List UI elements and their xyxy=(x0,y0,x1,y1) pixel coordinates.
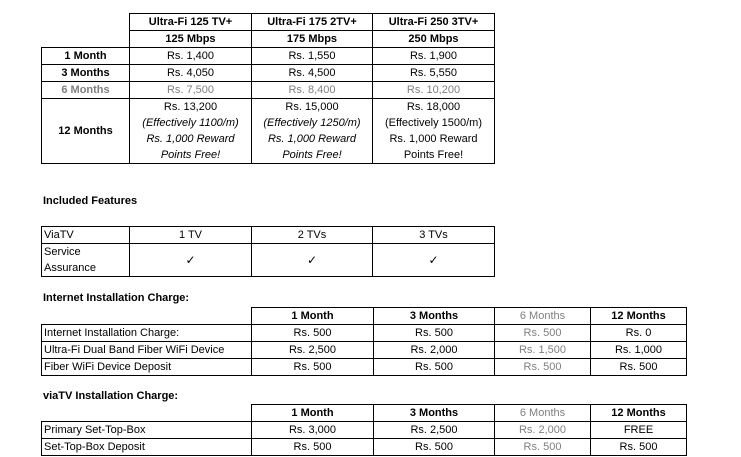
price-cell: Rs. 1,400 xyxy=(130,48,252,65)
effective-rate: (Effectively 1500/m) xyxy=(384,117,482,129)
charge-cell: Rs. 1,000 xyxy=(591,342,687,359)
charge-cell: Rs. 500 xyxy=(374,325,495,342)
price-cell: Rs. 1,550 xyxy=(252,48,373,65)
charge-cell: Rs. 500 xyxy=(495,359,591,376)
twelve-price: Rs. 13,200 xyxy=(163,101,218,113)
column-header: 1 Month xyxy=(252,405,374,422)
corner-cell xyxy=(42,14,130,31)
internet-charge-table xyxy=(41,307,687,376)
price-cell: Rs. 10,200 xyxy=(373,82,495,99)
checkmark-icon: ✓ xyxy=(252,244,373,277)
column-header: 3 Months xyxy=(374,405,495,422)
features-heading: Included Features xyxy=(43,195,138,207)
corner-cell xyxy=(42,405,252,422)
charge-cell: Rs. 500 xyxy=(252,325,374,342)
row-label: 6 Months xyxy=(42,82,130,99)
row-label: Internet Installation Charge: xyxy=(42,325,252,342)
charge-cell: Rs. 500 xyxy=(495,325,591,342)
table-row xyxy=(42,82,495,99)
feature-cell: 3 TVs xyxy=(373,227,495,244)
twelve-price: Rs. 15,000 xyxy=(285,101,339,113)
table-row xyxy=(42,48,495,65)
checkmark-icon: ✓ xyxy=(373,244,495,277)
corner-cell xyxy=(42,308,252,325)
plan-name-175: Ultra-Fi 175 2TV+ xyxy=(252,14,373,31)
charge-cell: Rs. 500 xyxy=(591,359,687,376)
features-table xyxy=(41,226,495,277)
reward-note: Rs. 1,000 Reward Points Free! xyxy=(389,133,478,161)
viatv-heading: viaTV Installation Charge: xyxy=(43,390,179,402)
row-label: 1 Month xyxy=(42,48,130,65)
column-header: 6 Months xyxy=(495,308,591,325)
checkmark-icon: ✓ xyxy=(130,244,252,277)
column-header: 1 Month xyxy=(252,308,374,325)
price-cell: Rs. 5,550 xyxy=(373,65,495,82)
price-cell: Rs. 1,900 xyxy=(373,48,495,65)
column-header: 6 Months xyxy=(495,405,591,422)
table-row xyxy=(42,422,687,439)
plan-speed-125: 125 Mbps xyxy=(130,31,252,48)
price-cell: Rs. 4,500 xyxy=(252,65,373,82)
price-cell: Rs. 7,500 xyxy=(130,82,252,99)
plan-speed-250: 250 Mbps xyxy=(373,31,495,48)
row-label: 12 Months xyxy=(42,99,130,164)
table-row xyxy=(42,65,495,82)
price-cell: Rs. 8,400 xyxy=(252,82,373,99)
charge-cell: Rs. 1,500 xyxy=(495,342,591,359)
twelve-month-cell xyxy=(130,99,252,164)
price-cell: Rs. 4,050 xyxy=(130,65,252,82)
charge-cell: Rs. 2,000 xyxy=(374,342,495,359)
internet-heading: Internet Installation Charge: xyxy=(43,292,190,304)
table-row xyxy=(42,99,495,164)
plan-name-250: Ultra-Fi 250 3TV+ xyxy=(373,14,495,31)
effective-rate: (Effectively 1250/m) xyxy=(263,117,361,129)
column-header: 12 Months xyxy=(591,308,687,325)
effective-rate: (Effectively 1100/m) xyxy=(142,117,239,129)
plan-name-125: Ultra-Fi 125 TV+ xyxy=(130,14,252,31)
feature-cell: 1 TV xyxy=(130,227,252,244)
table-row xyxy=(42,227,495,244)
charge-cell: Rs. 0 xyxy=(591,325,687,342)
charge-cell: Rs. 500 xyxy=(252,439,374,456)
row-label: Primary Set-Top-Box xyxy=(42,422,252,439)
plans-table xyxy=(41,13,495,164)
charge-cell: Rs. 2,000 xyxy=(495,422,591,439)
table-row xyxy=(42,359,687,376)
charge-cell: Rs. 500 xyxy=(591,439,687,456)
row-label: ViaTV xyxy=(42,227,130,244)
twelve-month-cell xyxy=(252,99,373,164)
charge-cell: Rs. 3,000 xyxy=(252,422,374,439)
twelve-price: Rs. 18,000 xyxy=(406,101,461,113)
column-header: 12 Months xyxy=(591,405,687,422)
feature-cell: 2 TVs xyxy=(252,227,373,244)
table-row xyxy=(42,325,687,342)
table-row xyxy=(42,342,687,359)
row-label: Fiber WiFi Device Deposit xyxy=(42,359,252,376)
charge-cell: Rs. 2,500 xyxy=(374,422,495,439)
column-header: 3 Months xyxy=(374,308,495,325)
viatv-charge-table xyxy=(41,404,687,456)
row-label: 3 Months xyxy=(42,65,130,82)
charge-cell: Rs. 500 xyxy=(374,439,495,456)
charge-cell: Rs. 2,500 xyxy=(252,342,374,359)
charge-cell: FREE xyxy=(591,422,687,439)
row-label: Service Assurance xyxy=(42,244,130,277)
row-label: Set-Top-Box Deposit xyxy=(42,439,252,456)
table-row xyxy=(42,244,495,277)
table-row xyxy=(42,439,687,456)
corner-cell xyxy=(42,31,130,48)
charge-cell: Rs. 500 xyxy=(495,439,591,456)
twelve-month-cell xyxy=(373,99,495,164)
reward-note: Rs. 1,000 Reward Points Free! xyxy=(267,133,357,161)
charge-cell: Rs. 500 xyxy=(252,359,374,376)
plan-speed-175: 175 Mbps xyxy=(252,31,373,48)
row-label: Ultra-Fi Dual Band Fiber WiFi Device xyxy=(42,342,252,359)
reward-note: Rs. 1,000 Reward Points Free! xyxy=(146,133,235,161)
charge-cell: Rs. 500 xyxy=(374,359,495,376)
